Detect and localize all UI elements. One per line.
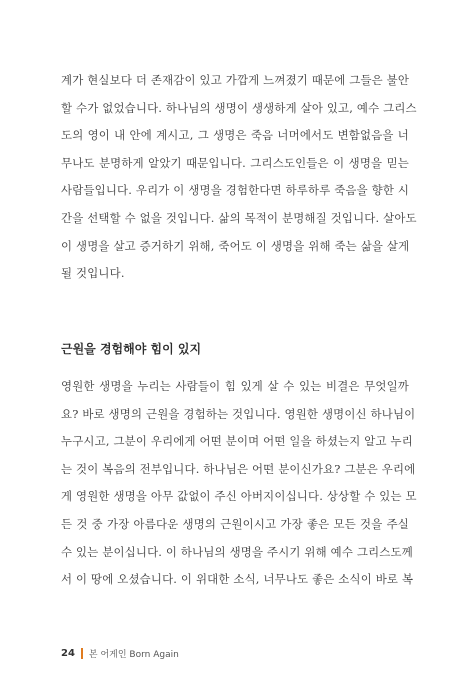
text-line: 무나도 분명하게 알았기 때문입니다. 그리스도인들은 이 생명을 믿는 [61,155,409,170]
text-line: 할 수가 없었습니다. 하나님의 생명이 생생하게 살아 있고, 예수 그리스 [61,100,417,115]
section-heading: 근원을 경험해야 힘이 있지 [61,342,202,356]
body-paragraph [61,67,417,288]
text-line: 요? 바로 생명의 근원을 경험하는 것입니다. 영원한 생명이신 하나님이 [61,406,416,421]
text-line: 될 것입니다. [61,266,125,281]
text-line: 든 것 중 가장 아름다운 생명의 근원이시고 가장 좋은 모든 것을 주실 [61,516,409,531]
page-number: 24 [61,647,75,659]
text-line: 도의 영이 내 안에 계시고, 그 생명은 죽음 너머에서도 변함없음을 너 [61,128,409,143]
text-line: 수 있는 분이십니다. 이 하나님의 생명을 주시기 위해 예수 그리스도께 [61,544,413,559]
body-paragraph [61,373,417,594]
text-line: 이 생명을 살고 증거하기 위해, 죽어도 이 생명을 위해 죽는 삶을 살게 [61,238,410,253]
text-line: 게 영원한 생명을 아무 값없이 주신 아버지이십니다. 상상할 수 있는 모 [61,489,417,504]
book-title: 본 어게인 Born Again [88,649,179,660]
page-footer [61,646,179,660]
text-line: 누구시고, 그분이 우리에게 어떤 분이며 어떤 일을 하셨는지 알고 누리 [61,434,413,449]
text-line: 는 것이 복음의 전부입니다. 하나님은 어떤 분이신가요? 그분은 우리에 [61,461,416,476]
text-line: 사람들입니다. 우리가 이 생명을 경험한다면 하루하루 죽음을 향한 시 [61,183,410,198]
text-line: 간을 선택할 수 없을 것입니다. 삶의 목적이 분명해질 것입니다. 살아도 [61,210,417,225]
text-line: 서 이 땅에 오셨습니다. 이 위대한 소식, 너무나도 좋은 소식이 바로 복 [61,572,414,587]
text-line: 영원한 생명을 누리는 사람들이 힘 있게 살 수 있는 비결은 무엇일까 [61,379,409,393]
footer-divider [81,648,83,659]
text-line: 계가 현실보다 더 존재감이 있고 가깝게 느껴졌기 때문에 그들은 불안 [61,73,410,87]
